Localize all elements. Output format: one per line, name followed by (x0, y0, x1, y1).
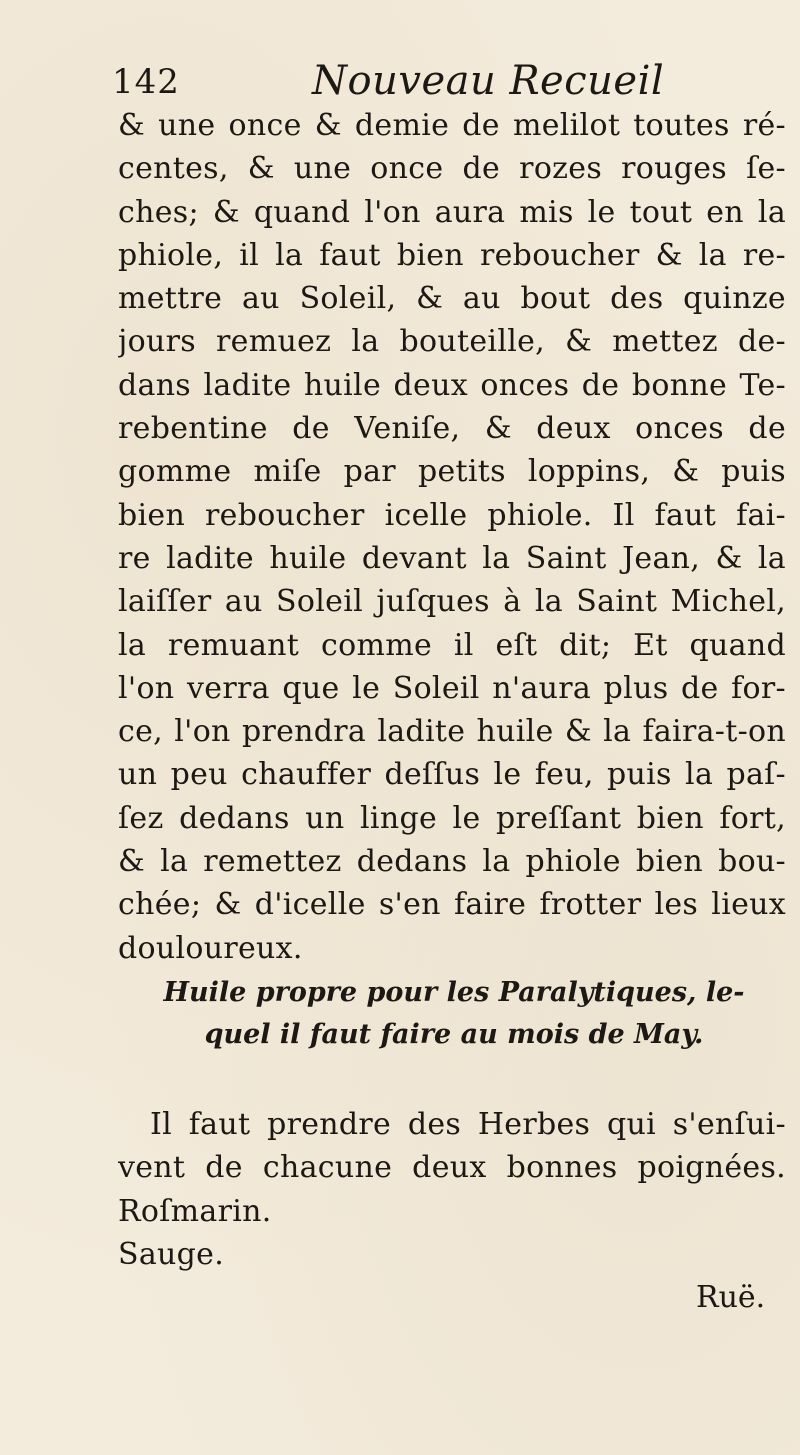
text-line: mettre au Soleil, & au bout des quinze (118, 281, 786, 317)
page-number: 142 (112, 62, 180, 102)
text-line: centes, & une once de rozes rouges ſe- (118, 151, 786, 187)
text-line: douloureux. (118, 930, 303, 966)
text-line: & la remettez dedans la phiole bien bou- (118, 844, 786, 880)
text-line: laiſſer au Soleil juſques à la Saint Michel, (118, 584, 786, 620)
text-line: vent de chacune deux bonnes poignées. (118, 1150, 786, 1186)
text-line: l'on verra que le Soleil n'aura plus de for- (118, 670, 786, 706)
text-line: ſez dedans un linge le preſſant bien fort, (118, 800, 786, 836)
ingredient-line: Sauge. (118, 1236, 225, 1272)
text-line: un peu chauffer deſſus le feu, puis la paſ- (118, 757, 786, 793)
text-line: phiole, il la faut bien reboucher & la re- (118, 237, 786, 273)
body-paragraph-1 (118, 104, 790, 970)
heading-line: Huile propre pour les Paralytiques, le- (163, 977, 745, 1008)
catchword: Ruë. (696, 1280, 766, 1315)
text-line: jours remuez la bouteille, & mettez de- (118, 324, 786, 360)
text-line: chée; & d'icelle s'en faire frotter les lieux (118, 887, 786, 923)
text-line: ce, l'on prendra ladite huile & la faira-t-on (118, 714, 786, 750)
ingredient-line: Roſmarin. (118, 1193, 272, 1229)
text-line: Il faut prendre des Herbes qui s'enſui- (150, 1107, 786, 1142)
text-line: bien reboucher icelle phiole. Il faut fai- (118, 497, 786, 533)
section-heading (118, 972, 790, 1056)
text-line: dans ladite huile deux onces de bonne Te- (118, 367, 786, 403)
body-paragraph-2 (118, 1103, 790, 1276)
text-line: re ladite huile devant la Saint Jean, & la (118, 540, 786, 576)
running-title: Nouveau Recueil (312, 58, 665, 104)
text-line: rebentine de Veniſe, & deux onces de (118, 411, 786, 447)
page-header (112, 58, 672, 108)
text-line: ches; & quand l'on aura mis le tout en la (118, 194, 786, 230)
heading-line: quel il faut faire au mois de May. (204, 1019, 704, 1050)
text-line: la remuant comme il eſt dit; Et quand (118, 627, 786, 663)
text-line: gomme miſe par petits loppins, & puis (118, 454, 786, 490)
text-line: & une once & demie de melilot toutes ré- (118, 108, 786, 143)
